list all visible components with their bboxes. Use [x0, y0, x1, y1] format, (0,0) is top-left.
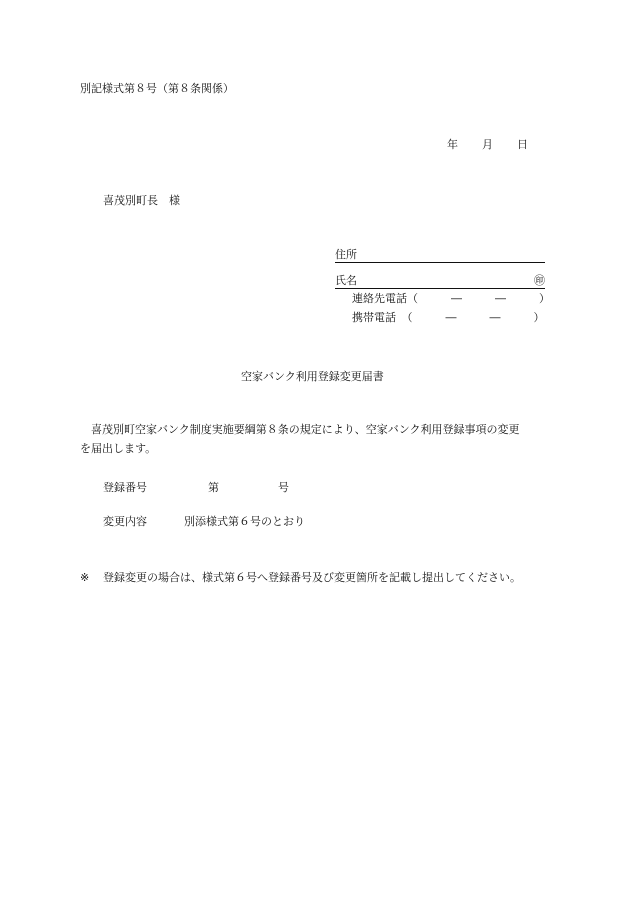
- body-line-2: を届出します。: [80, 442, 157, 455]
- phone-line: 連絡先電話（ ― ― ）: [352, 292, 550, 305]
- date-day: 日: [517, 138, 528, 151]
- name-label: 氏名: [335, 274, 357, 287]
- address-label: 住所: [335, 248, 357, 261]
- document-title: 空家バンク利用登録変更届書: [241, 370, 384, 383]
- change-label: 変更内容: [103, 515, 147, 528]
- registration-label: 登録番号: [103, 481, 147, 494]
- note-mark: ※: [80, 571, 90, 584]
- body-line-1: 喜茂別町空家バンク制度実施要綱第８条の規定により、空家バンク利用登録事項の変更: [91, 423, 520, 436]
- registration-suffix: 号: [278, 481, 289, 494]
- date-year: 年: [447, 138, 458, 151]
- mobile-line: 携帯電話 （ ― ― ）: [352, 311, 545, 324]
- note: [80, 571, 550, 585]
- name-line: [335, 274, 545, 289]
- note-text: 登録変更の場合は、様式第６号へ登録番号及び変更箇所を記載し提出してください。: [103, 571, 521, 584]
- seal-mark: ㊞: [534, 274, 545, 287]
- registration-prefix: 第: [208, 481, 219, 494]
- date-month: 月: [482, 138, 493, 151]
- address-line: [335, 248, 545, 263]
- change-value: 別添様式第６号のとおり: [184, 515, 305, 528]
- addressee: 喜茂別町長 様: [103, 194, 180, 207]
- form-number: 別記様式第８号（第８条関係）: [80, 82, 234, 95]
